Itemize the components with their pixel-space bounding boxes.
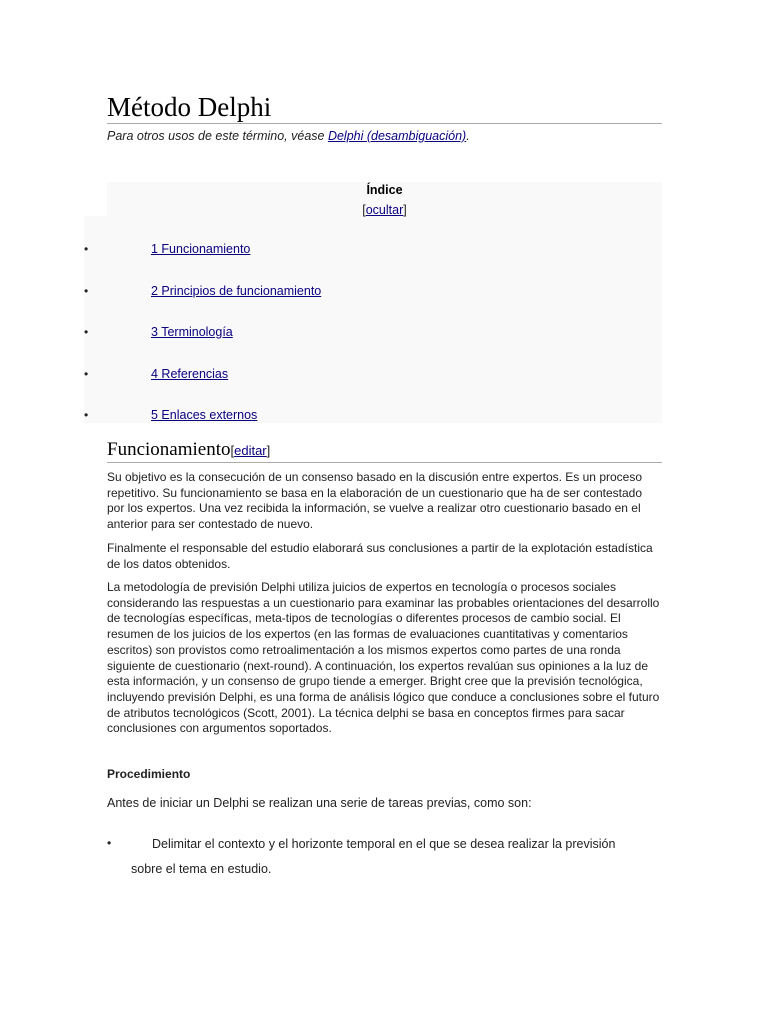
bullet-icon: •: [84, 408, 89, 422]
bullet-icon: •: [84, 284, 89, 298]
paragraph-conclusions: Finalmente el responsable del estudio elaborará sus conclusiones a partir de la explotación estadística de los datos obtenidos.: [107, 541, 653, 571]
bullet-icon: •: [84, 325, 89, 339]
section-divider: [107, 462, 662, 463]
toc-link-referencias[interactable]: 4 Referencias: [151, 367, 229, 381]
bullet-icon: •: [84, 242, 89, 256]
procedure-item-text-continued: sobre el tema en estudio.: [131, 862, 272, 876]
procedure-intro: Antes de iniciar un Delphi se realizan una serie de tareas previas, como son:: [107, 796, 532, 810]
edit-section: [230, 443, 270, 458]
paragraph-methodology: La metodología de previsión Delphi utiliza juicios de expertos en tecnología o procesos sociales considerando las respuestas a un cuestionario para examinar las probables orientaciones del desarrollo de tecnologías específicas, meta-tipos de tecnologías o diferentes procesos de cambio social. El resumen de los juicios de los expertos (en las formas de evaluaciones cuantitativas y comentarios escritos) son provistos como retroalimentación a los mismos expertos como partes de una ronda siguiente de cuestionario (next-round). A continuación, los expertos revalúan sus opiniones a la luz de esta información, y un consenso de grupo tiende a emerger. Bright cree que la previsión tecnológica, incluyendo previsión Delphi, es una forma de análisis lógico que conduce a conclusiones sobre el futuro de atributos tecnológicos (Scott, 2001). La técnica delphi se basa en conceptos firmes para sacar conclusiones con argumentos soportados.: [107, 580, 660, 736]
toc-toggle-bracket-close: ]: [403, 203, 407, 217]
section-heading-text: Funcionamiento: [107, 439, 231, 460]
disambiguation-link[interactable]: Delphi (desambiguación): [327, 129, 467, 143]
bullet-icon: •: [107, 836, 112, 850]
toc-link-terminologia[interactable]: 3 Terminología: [151, 325, 233, 339]
toc-title: Índice: [366, 183, 403, 197]
toc-link-principios[interactable]: 2 Principios de funcionamiento: [151, 284, 322, 298]
bullet-icon: •: [84, 367, 89, 381]
paragraph-objective: Su objetivo es la consecución de un consenso basado en la discusión entre expertos. Es un proceso repetitivo. Su funcionamiento se basa en la elaboración de un cuestionario que ha de ser contestado por los expertos. Una vez recibida la información, se vuelve a realizar otro cuestionario basado en el anterior para ser contestado de nuevo.: [107, 470, 643, 532]
toc-hide-link[interactable]: ocultar: [365, 203, 404, 217]
hatnote: [107, 128, 470, 144]
toc-toggle-bracket-open: [: [362, 203, 366, 217]
edit-bracket-close: ]: [266, 443, 271, 458]
subheading-procedimiento: Procedimiento: [107, 767, 191, 781]
procedure-list-item: [107, 835, 667, 885]
table-of-contents: [107, 182, 662, 423]
title-divider: [107, 123, 662, 124]
hatnote-period: .: [466, 129, 470, 143]
toc-link-funcionamiento[interactable]: 1 Funcionamiento: [151, 242, 251, 256]
edit-bracket-open: [: [230, 443, 235, 458]
hatnote-text: Para otros usos de este término, véase: [107, 129, 328, 143]
section-heading-funcionamiento: [107, 438, 270, 463]
toc-toggle: [107, 202, 662, 218]
toc-link-enlaces[interactable]: 5 Enlaces externos: [151, 408, 258, 422]
procedure-item-text: Delimitar el contexto y el horizonte temporal en el que se desea realizar la previsión: [152, 837, 616, 851]
page-title: Método Delphi: [107, 92, 272, 122]
edit-section-link[interactable]: editar: [234, 443, 267, 458]
